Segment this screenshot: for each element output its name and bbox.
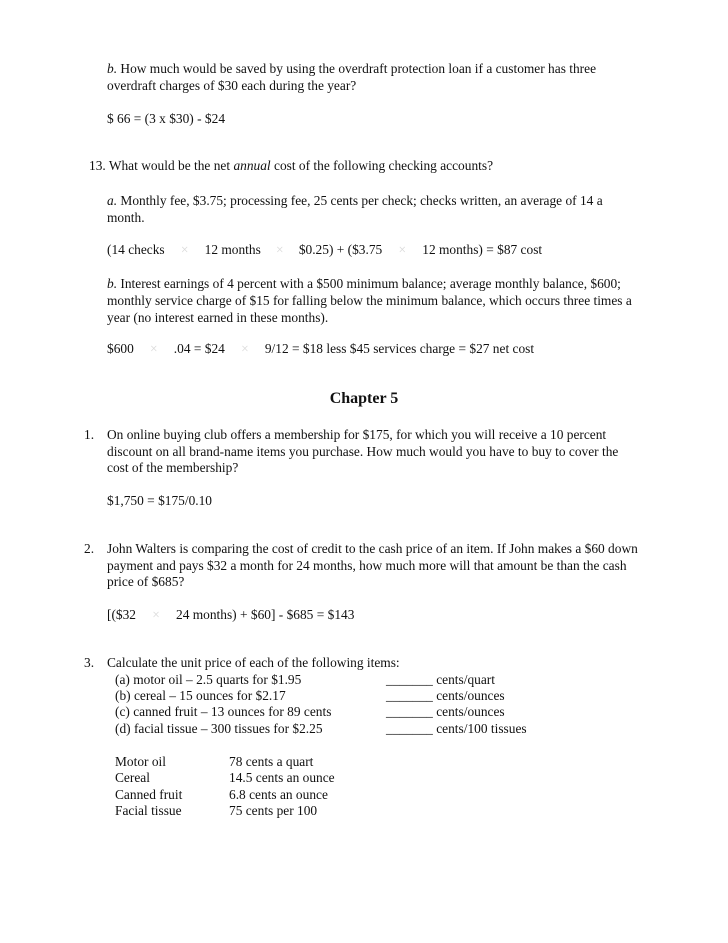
c3-answer-value: 14.5 cents an ounce <box>229 770 335 785</box>
q13a-answer: (14 checks × 12 months × $0.25) + ($3.75 × 12 months) = $87 cost <box>107 242 543 257</box>
c2-line1: John Walters is comparing the cost of credit to the cash price of an item. If John makes a $60 down <box>107 541 638 556</box>
q13b-line2: monthly service charge of $15 for falling below the minimum balance, which occurs three times a <box>107 293 632 308</box>
times-sign: × <box>241 341 249 356</box>
c3-answer-value: 78 cents a quart <box>229 754 314 769</box>
times-sign: × <box>180 242 189 257</box>
c3-blank-a: _______ cents/quart <box>386 672 495 687</box>
c1-line2: discount on all brand-name items you purchase. How much would you have to buy to cover the <box>107 444 619 459</box>
times-sign: × <box>398 242 407 257</box>
c2-number: 2. <box>84 541 95 556</box>
c3-answer-name: Canned fruit <box>115 787 183 802</box>
q13-prompt: 13. What would be the net annual cost of the following checking accounts? <box>89 158 494 173</box>
c3-answer-name: Motor oil <box>115 754 166 769</box>
c2-line2: payment and pays $32 a month for 24 months, how much more will that amount be than the cash <box>107 558 627 573</box>
c3-line1: Calculate the unit price of each of the following items: <box>107 655 400 670</box>
q12b-answer: $ 66 = (3 x $30) - $24 <box>107 111 226 126</box>
q13a-line1: a. Monthly fee, $3.75; processing fee, 25 cents per check; checks written, an average of 14 a <box>107 193 603 208</box>
c2-line3: price of $685? <box>107 574 185 589</box>
c3-answer-name: Cereal <box>115 770 150 785</box>
c3-answer-value: 6.8 cents an ounce <box>229 787 328 802</box>
q13b-answer: $600 × .04 = $24 × 9/12 = $18 less $45 services charge = $27 net cost <box>107 341 535 356</box>
c3-answer-value: 75 cents per 100 <box>229 803 318 818</box>
c3-item-b: (b) cereal – 15 ounces for $2.17 <box>115 688 286 703</box>
times-sign: × <box>276 242 284 257</box>
q12b-line1: b. How much would be saved by using the overdraft protection loan if a customer has three <box>107 61 597 76</box>
c3-blank-c: _______ cents/ounces <box>386 704 505 719</box>
c3-item-a: (a) motor oil – 2.5 quarts for $1.95 <box>115 672 302 687</box>
c3-number: 3. <box>84 655 95 670</box>
c3-item-d: (d) facial tissue – 300 tissues for $2.25 <box>115 721 323 736</box>
c3-blank-b: _______ cents/ounces <box>386 688 505 703</box>
q13b-line3: year (no interest earned in these months). <box>107 310 329 325</box>
c1-number: 1. <box>84 427 95 442</box>
c1-answer: $1,750 = $175/0.10 <box>107 493 213 508</box>
q13a-line2: month. <box>107 210 145 225</box>
q12b-line2: overdraft charges of $30 each during the year? <box>107 78 357 93</box>
c1-line3: cost of the membership? <box>107 460 239 475</box>
c3-blank-d: _______ cents/100 tissues <box>386 721 527 736</box>
times-sign: × <box>152 607 160 622</box>
c3-answer-name: Facial tissue <box>115 803 182 818</box>
c2-answer: [($32 × 24 months) + $60] - $685 = $143 <box>107 607 355 622</box>
q13b-line1: b. Interest earnings of 4 percent with a $500 minimum balance; average monthly balance, $600; <box>107 276 621 291</box>
chapter-title: Chapter 5 <box>329 390 399 407</box>
times-sign: × <box>150 341 158 356</box>
c3-item-c: (c) canned fruit – 13 ounces for 89 cents <box>115 704 332 719</box>
c1-line1: On online buying club offers a membership for $175, for which you will receive a 10 percent <box>107 427 607 442</box>
